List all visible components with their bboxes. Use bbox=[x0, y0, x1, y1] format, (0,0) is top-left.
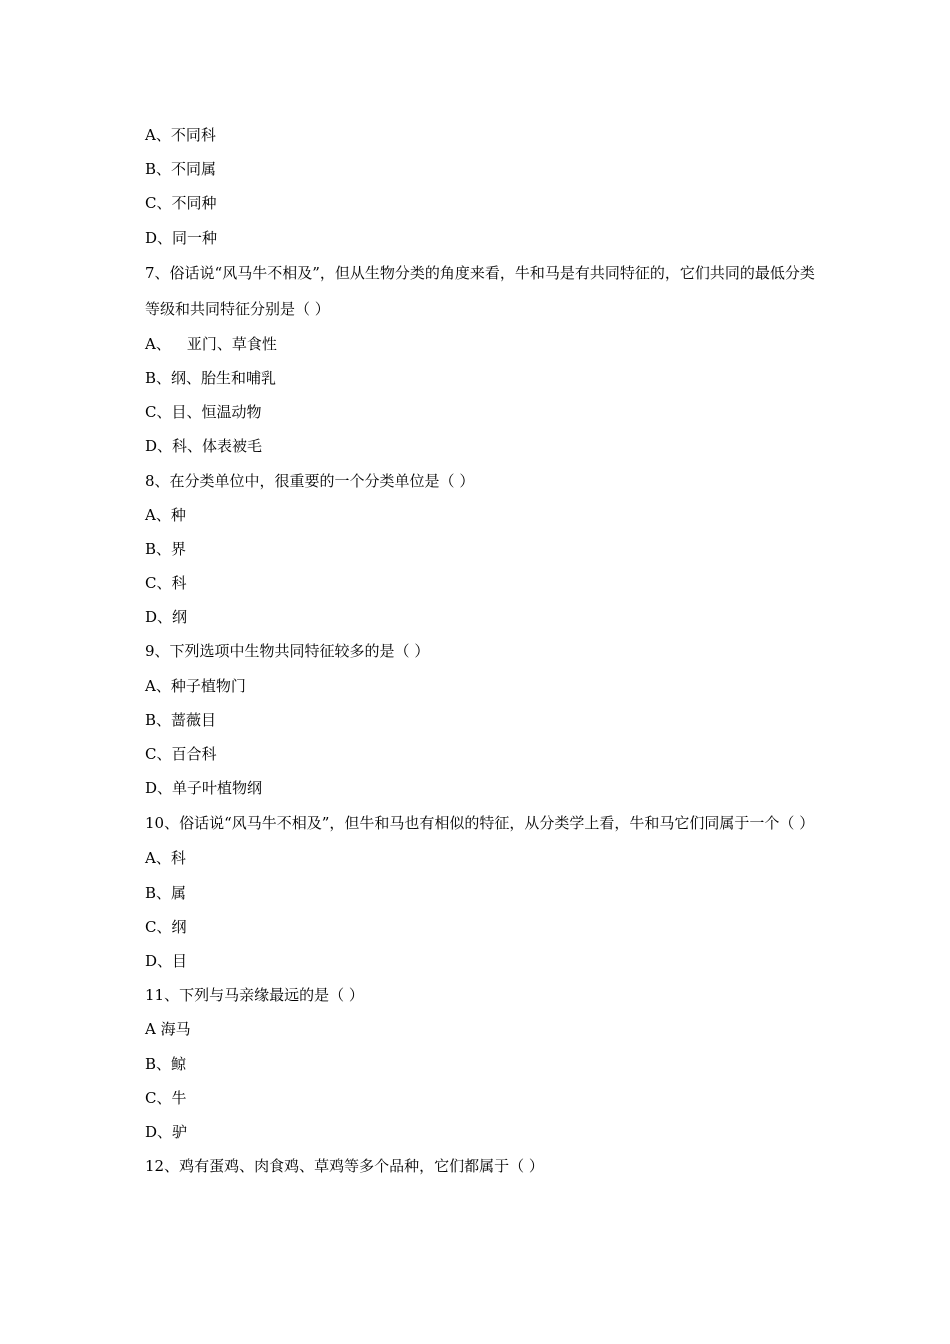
option-line: D、单子叶植物纲 bbox=[145, 779, 263, 798]
option-line: D、纲 bbox=[145, 608, 188, 627]
option-line: A、种 bbox=[145, 505, 186, 524]
question-9-stem: 9、下列选项中生物共同特征较多的是（ ） bbox=[145, 642, 430, 661]
option-line: A、不同科 bbox=[145, 126, 216, 144]
option-line: B、属 bbox=[145, 883, 187, 902]
question-7-stem: 7、俗话说“风马牛不相及”，但从生物分类的角度来看，牛和马是有共同特征的，它们共同的最低分类等级和共同特征分别是（ ） bbox=[145, 263, 815, 318]
option-line: D、同一种 bbox=[145, 228, 218, 247]
question-12-stem: 12、鸡有蛋鸡、肉食鸡、草鸡等多个品种，它们都属于（ ） bbox=[145, 1157, 544, 1176]
option-line: D、科、体表被毛 bbox=[145, 437, 263, 456]
option-line: A 海马 bbox=[145, 1020, 191, 1039]
option-line: B、蔷薇目 bbox=[145, 710, 217, 729]
option-line: A、科 bbox=[145, 849, 186, 868]
document-page bbox=[145, 118, 815, 1183]
option-line: C、不同种 bbox=[145, 194, 217, 213]
question-11-stem: 11、下列与马亲缘最远的是（ ） bbox=[145, 986, 364, 1005]
option-line: A、种子植物门 bbox=[145, 676, 246, 695]
option-line bbox=[145, 327, 815, 361]
question-8-stem: 8、在分类单位中，很重要的一个分类单位是（ ） bbox=[145, 471, 475, 490]
option-line: C、牛 bbox=[145, 1088, 187, 1107]
option-line: D、目 bbox=[145, 951, 188, 970]
option-line: D、驴 bbox=[145, 1122, 188, 1141]
option-line: C、百合科 bbox=[145, 745, 217, 763]
option-text: 亚门、草食性 bbox=[186, 334, 277, 353]
option-line: C、目、恒温动物 bbox=[145, 403, 262, 422]
option-line: C、科 bbox=[145, 574, 187, 593]
option-line: B、不同属 bbox=[145, 160, 217, 179]
option-line: B、纲、胎生和哺乳 bbox=[145, 368, 277, 387]
option-line: B、界 bbox=[145, 539, 187, 558]
option-label: A、 bbox=[145, 334, 171, 353]
option-line: C、纲 bbox=[145, 917, 187, 936]
question-10-stem: 10、俗话说“风马牛不相及”，但牛和马也有相似的特征，从分类学上看，牛和马它们同属于一个（ ） bbox=[145, 814, 815, 833]
option-line: B、鲸 bbox=[145, 1054, 187, 1073]
